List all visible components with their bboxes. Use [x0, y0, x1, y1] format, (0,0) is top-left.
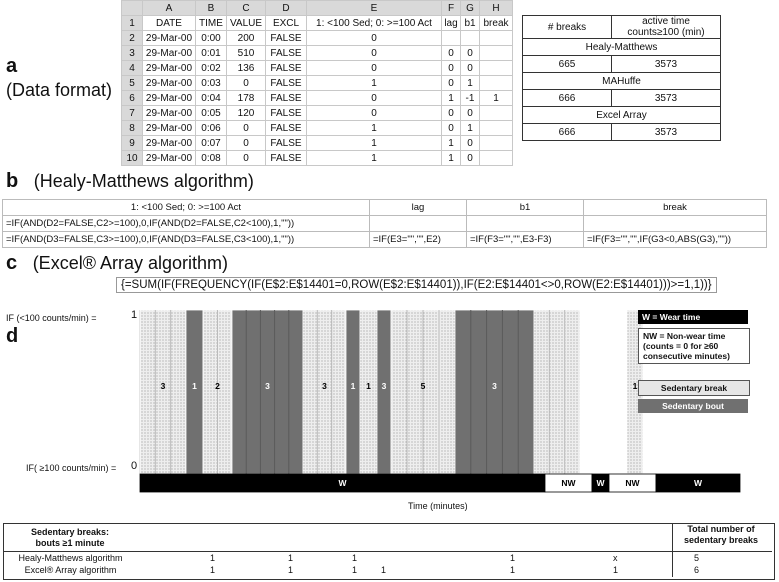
formula-row2-e: =IF(AND(D3=FALSE,C3>=100),0,IF(AND(D3=FALSE,C3<100),1,"")) — [3, 232, 370, 248]
wear-segment-label: W — [596, 478, 605, 488]
break-mark: 1 — [510, 553, 516, 563]
sheet-cell[interactable]: 1 — [307, 151, 442, 166]
bout-length-label: 3 — [381, 381, 387, 391]
break-mark: 1 — [352, 565, 358, 575]
sheet-cell[interactable]: 136 — [227, 61, 266, 76]
panel-b-caption: (Healy-Matthews algorithm) — [33, 171, 254, 191]
bottom-vdivider — [672, 551, 673, 577]
wear-segment-label: W — [338, 478, 347, 488]
sheet-cell[interactable]: 0:06 — [196, 121, 227, 136]
sheet-cell[interactable]: 29-Mar-00 — [143, 31, 196, 46]
break-mark: x — [613, 553, 618, 563]
row-number: 5 — [122, 76, 143, 91]
col-letter-e: E — [307, 1, 442, 16]
sheet-cell[interactable]: 29-Mar-00 — [143, 91, 196, 106]
legend-bout: Sedentary bout — [638, 399, 748, 413]
formula-col-b1-header: b1 — [467, 200, 584, 216]
wear-segment-label: NW — [561, 478, 576, 488]
sheet-cell[interactable]: 178 — [227, 91, 266, 106]
sheet-cell[interactable]: 0 — [307, 46, 442, 61]
col-letter-d: D — [266, 1, 307, 16]
sheet-cell[interactable]: 1 — [307, 136, 442, 151]
bout-length-label: 1 — [350, 381, 356, 391]
sedentary-bout-bar — [346, 310, 360, 474]
sheet-cell[interactable]: 0 — [227, 121, 266, 136]
col-letter-b: B — [196, 1, 227, 16]
bottom-divider — [4, 551, 772, 552]
sheet-cell[interactable]: 0 — [307, 91, 442, 106]
array-formula: {=SUM(IF(FREQUENCY(IF(E$2:E$14401=0,ROW(E$2:E$14401)),IF(E2:E$14401<>0,ROW(E2:E$14401)))>=1,1))} — [116, 277, 717, 293]
col-letter-f: F — [442, 1, 461, 16]
sheet-cell[interactable]: b1 — [461, 16, 480, 31]
excel-breaks: 666 — [523, 124, 612, 141]
wear-segment-label: NW — [625, 478, 640, 488]
bout-length-label: 1 — [192, 381, 197, 391]
legend-nonwear: NW = Non-wear time (counts = 0 for ≥60 consecutive minutes) — [638, 328, 750, 364]
sheet-cell[interactable]: 29-Mar-00 — [143, 121, 196, 136]
row-number: 9 — [122, 136, 143, 151]
total-breaks: 5 — [694, 553, 700, 563]
legend-wear: W = Wear time — [638, 310, 748, 324]
formula-row2-break: =IF(F3="","",IF(G3<0,ABS(G3),"")) — [584, 232, 767, 248]
formula-col-lag-header: lag — [370, 200, 467, 216]
sheet-cell[interactable]: 0 — [442, 61, 461, 76]
sheet-cell[interactable]: 0:07 — [196, 136, 227, 151]
break-mark: 1 — [613, 565, 619, 575]
summary-breaks-header: # breaks — [523, 16, 612, 39]
sheet-cell[interactable]: 1 — [461, 76, 480, 91]
summary-active-header-1: active time — [642, 16, 690, 27]
bout-length-label: 3 — [160, 381, 166, 391]
row-number: 3 — [122, 46, 143, 61]
sheet-cell[interactable]: 0:05 — [196, 106, 227, 121]
break-mark: 1 — [210, 565, 216, 575]
sheet-cell[interactable]: 0 — [442, 106, 461, 121]
group-name-excel: Excel Array — [523, 107, 721, 124]
sheet-cell[interactable]: 1 — [442, 91, 461, 106]
wear-segment-label: W — [693, 478, 703, 488]
sheet-cell[interactable]: 29-Mar-00 — [143, 46, 196, 61]
row-number: 7 — [122, 106, 143, 121]
sheet-cell[interactable]: TIME — [196, 16, 227, 31]
bout-length-label: 2 — [215, 381, 220, 391]
sheet-cell[interactable]: 29-Mar-00 — [143, 106, 196, 121]
sheet-cell[interactable]: 200 — [227, 31, 266, 46]
sheet-cell[interactable]: 29-Mar-00 — [143, 151, 196, 166]
break-mark: 1 — [288, 565, 294, 575]
sheet-cell[interactable]: FALSE — [266, 151, 307, 166]
sheet-cell[interactable]: 0:02 — [196, 61, 227, 76]
sedentary-bout-bar — [186, 310, 203, 474]
sheet-cell[interactable]: lag — [442, 16, 461, 31]
x-axis-label: Time (minutes) — [408, 501, 468, 511]
bout-length-label: 3 — [322, 381, 327, 391]
sheet-cell[interactable]: 1 — [461, 121, 480, 136]
break-mark: 1 — [288, 553, 294, 563]
col-letter-a: A — [143, 1, 196, 16]
sheet-cell[interactable]: 0 — [227, 136, 266, 151]
panel-b-letter: b — [6, 170, 19, 192]
panel-c-caption: (Excel® Array algorithm) — [32, 253, 228, 273]
col-letter-c: C — [227, 1, 266, 16]
row-number: 6 — [122, 91, 143, 106]
hm-breaks: 665 — [523, 56, 612, 73]
y-top-value: 1 — [131, 309, 138, 321]
sedentary-bout-bar — [455, 310, 534, 474]
row-number: 8 — [122, 121, 143, 136]
panel-c-letter: c — [6, 252, 18, 274]
row-number: 1 — [122, 16, 143, 31]
formula-col-e-header: 1: <100 Sed; 0: >=100 Act — [3, 200, 370, 216]
sheet-cell[interactable]: 1 — [307, 121, 442, 136]
sedentary-bout-bar — [232, 310, 303, 474]
total-breaks: 6 — [694, 565, 700, 575]
panel-a-caption: (Data format) — [6, 80, 113, 100]
sheet-cell[interactable]: -1 — [461, 91, 480, 106]
sheet-cell[interactable]: FALSE — [266, 136, 307, 151]
sheet-cell[interactable]: break — [480, 16, 513, 31]
sheet-cell[interactable]: 0 — [307, 61, 442, 76]
y-bottom-value: 0 — [131, 460, 138, 472]
group-name-mah: MAHuffe — [523, 73, 721, 90]
sheet-cell[interactable]: 0 — [307, 31, 442, 46]
sheet-cell[interactable]: 0 — [461, 46, 480, 61]
sheet-cell[interactable]: 0:08 — [196, 151, 227, 166]
sheet-cell[interactable]: VALUE — [227, 16, 266, 31]
sedentary-break-bar — [360, 310, 377, 474]
sheet-cell[interactable]: 1: <100 Sed; 0: >=100 Act — [307, 16, 442, 31]
sheet-cell[interactable]: 1 — [442, 136, 461, 151]
sheet-cell[interactable]: 0 — [442, 76, 461, 91]
mah-active: 3573 — [612, 90, 721, 107]
sheet-cell[interactable]: 0 — [442, 121, 461, 136]
bout-length-label: 3 — [265, 381, 270, 391]
hm-active: 3573 — [612, 56, 721, 73]
sheet-cell[interactable]: 0:00 — [196, 31, 227, 46]
sedentary-break-bar — [303, 310, 346, 474]
legend-break: Sedentary break — [638, 380, 750, 396]
sheet-cell[interactable]: 29-Mar-00 — [143, 61, 196, 76]
sheet-cell[interactable]: 0 — [227, 151, 266, 166]
row-number: 2 — [122, 31, 143, 46]
formula-col-break-header: break — [584, 200, 767, 216]
sheet-cell[interactable]: FALSE — [266, 76, 307, 91]
break-mark: 1 — [510, 565, 516, 575]
col-letter-g: G — [461, 1, 480, 16]
col-letter-h: H — [480, 1, 513, 16]
y-bottom-label: IF( ≥100 counts/min) = — [26, 463, 117, 473]
sheet-cell[interactable]: 0:04 — [196, 91, 227, 106]
sheet-cell[interactable]: 0 — [307, 106, 442, 121]
bottom-left-header: Sedentary breaks: bouts ≥1 minute — [30, 527, 110, 548]
sheet-cell[interactable]: 510 — [227, 46, 266, 61]
group-name-hm: Healy-Matthews — [523, 39, 721, 56]
wear-bar-group — [140, 474, 740, 492]
bout-length-label: 1 — [366, 381, 371, 391]
sheet-cell[interactable]: FALSE — [266, 46, 307, 61]
break-mark: 1 — [381, 565, 387, 575]
summary-active-header-2: counts≥100 (min) — [627, 27, 705, 38]
excel-active: 3573 — [612, 124, 721, 141]
bout-length-label: 5 — [420, 381, 426, 391]
panel-a-letter: a — [6, 55, 18, 77]
sheet-cell[interactable]: 0:01 — [196, 46, 227, 61]
sheet-cell[interactable]: 0:03 — [196, 76, 227, 91]
break-mark: 1 — [210, 553, 216, 563]
bout-length-label: 1 — [632, 381, 638, 391]
bout-length-label: 3 — [492, 381, 497, 391]
formula-row2-lag: =IF(E3="","",E2) — [370, 232, 467, 248]
bottom-right-header: Total number of sedentary breaks — [672, 524, 769, 551]
sheet-cell[interactable]: 1 — [307, 76, 442, 91]
sheet-cell[interactable]: FALSE — [266, 31, 307, 46]
sheet-cell[interactable]: EXCL — [266, 16, 307, 31]
sedentary-break-bar — [140, 310, 186, 474]
sheet-cell[interactable]: DATE — [143, 16, 196, 31]
sheet-cell[interactable]: 0 — [461, 106, 480, 121]
sheet-cell[interactable]: 1 — [442, 151, 461, 166]
sedentary-bout-bar — [377, 310, 391, 474]
bars-group — [140, 310, 643, 474]
sheet-cell[interactable]: 120 — [227, 106, 266, 121]
sheet-cell[interactable]: 0 — [461, 136, 480, 151]
sheet-cell[interactable]: FALSE — [266, 106, 307, 121]
sheet-cell[interactable]: 0 — [461, 151, 480, 166]
sheet-cell[interactable]: 1 — [480, 91, 513, 106]
sheet-cell[interactable]: FALSE — [266, 91, 307, 106]
formula-row2-b1: =IF(F3="","",E3-F3) — [467, 232, 584, 248]
y-top-label: IF (<100 counts/min) = — [6, 313, 97, 323]
sheet-cell[interactable]: 0 — [461, 61, 480, 76]
algorithm-name: Healy-Matthews algorithm — [18, 553, 123, 563]
algorithm-name: Excel® Array algorithm — [24, 565, 117, 575]
mah-breaks: 666 — [523, 90, 612, 107]
sheet-cell[interactable]: FALSE — [266, 121, 307, 136]
panel-d-letter: d — [6, 325, 19, 347]
break-mark: 1 — [352, 553, 358, 563]
sheet-cell[interactable]: 0 — [227, 76, 266, 91]
sedentary-break-bar — [534, 310, 580, 474]
sheet-cell[interactable]: FALSE — [266, 61, 307, 76]
sheet-cell[interactable]: 29-Mar-00 — [143, 76, 196, 91]
row-number: 10 — [122, 151, 143, 166]
sheet-cell[interactable]: 29-Mar-00 — [143, 136, 196, 151]
sheet-cell[interactable]: 0 — [442, 46, 461, 61]
formula-row1-e: =IF(AND(D2=FALSE,C2>=100),0,IF(AND(D2=FALSE,C2<100),1,"")) — [3, 216, 370, 232]
row-number: 4 — [122, 61, 143, 76]
